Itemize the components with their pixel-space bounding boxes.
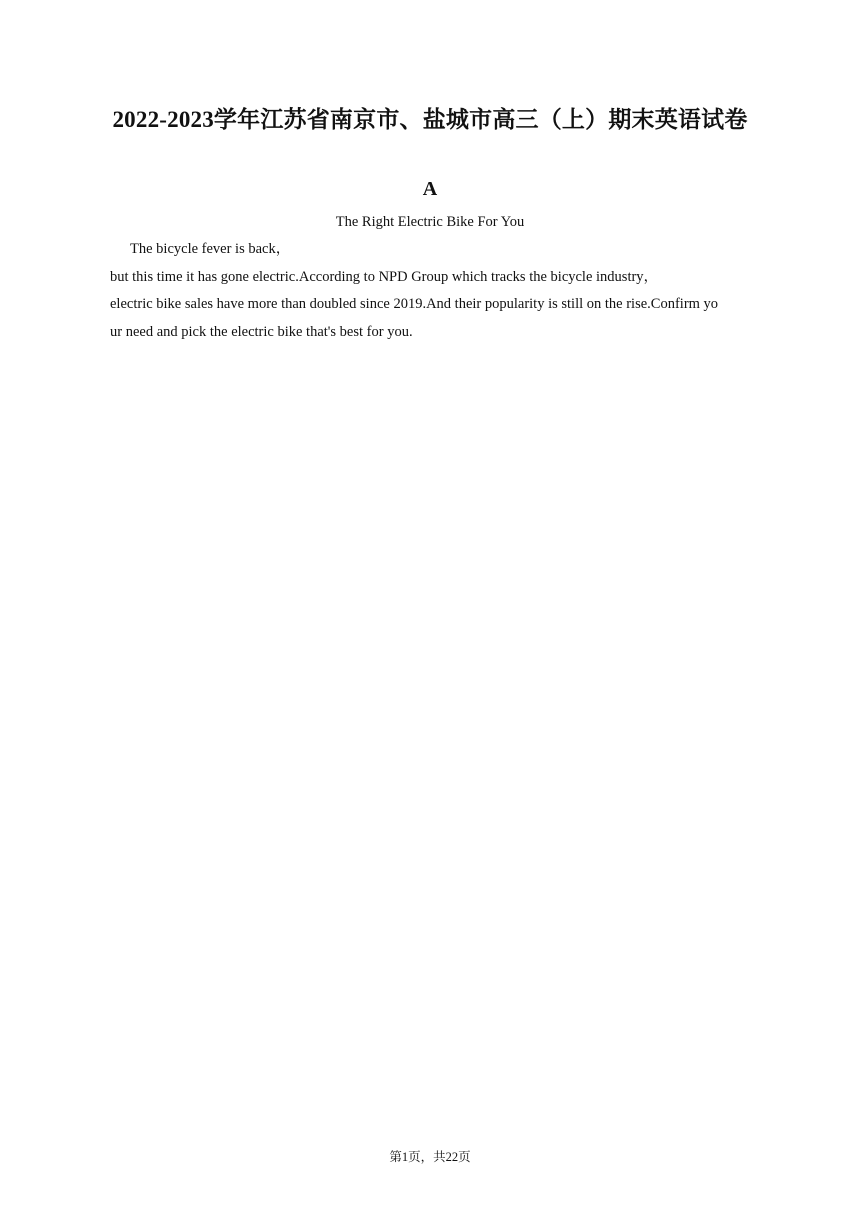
page-footer: 第1页，共22页 <box>389 1150 471 1164</box>
passage-line: The bicycle fever is back， <box>130 241 291 257</box>
passage-title: The Right Electric Bike For You <box>335 214 525 230</box>
passage-line: but this time it has gone electric.According to NPD Group which tracks the bicycle industry， <box>110 268 659 285</box>
section-heading: A <box>422 178 438 200</box>
exam-title: 2022-2023学年江苏省南京市、盐城市高三（上）期末英语试卷 <box>112 107 748 132</box>
passage-line: electric bike sales have more than doubled since 2019.And their popularity is still on the rise.Confirm yo <box>110 296 719 312</box>
passage-line: ur need and pick the electric bike that's best for you. <box>110 323 413 340</box>
passage-body <box>110 239 750 349</box>
